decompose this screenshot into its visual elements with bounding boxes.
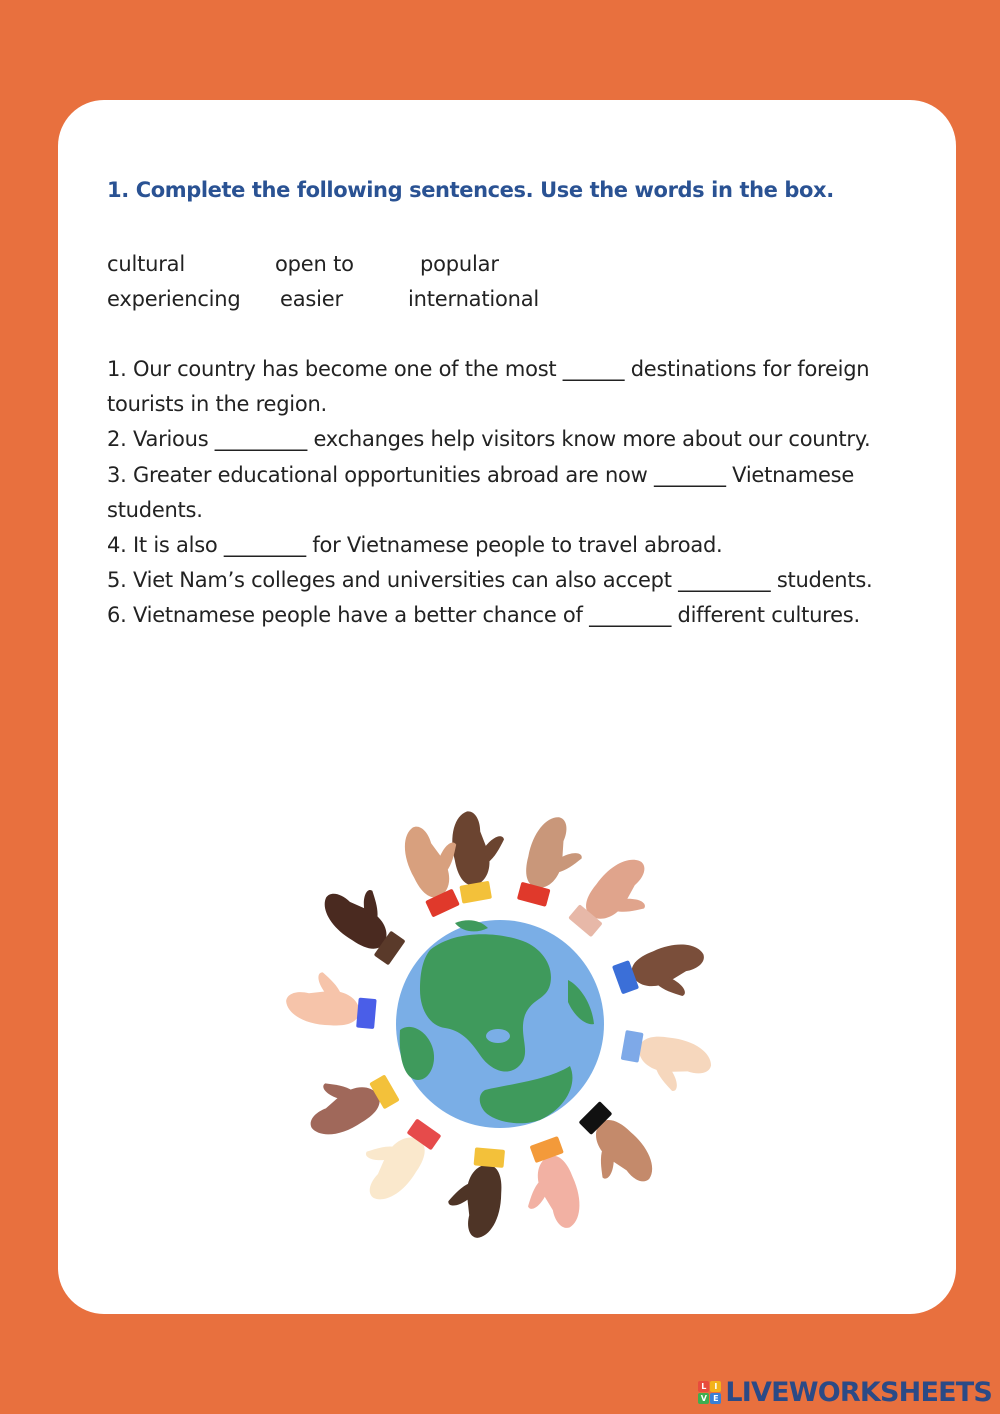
hand-icon — [447, 806, 514, 904]
word-option: experiencing — [107, 287, 241, 311]
logo-letter: V — [698, 1393, 709, 1404]
sentence-item: 1. Our country has become one of the most ______ destinations for foreign tourists in the region. — [107, 357, 870, 417]
word-option: cultural — [107, 252, 185, 276]
word-option: international — [408, 287, 540, 311]
sentence-list — [107, 352, 877, 634]
word-option: open to — [275, 252, 354, 276]
liveworksheets-logo-icon — [698, 1381, 721, 1404]
sentence-item: 6. Vietnamese people have a better chance of ________ different cultures. — [107, 603, 860, 628]
word-option: easier — [280, 287, 343, 311]
sentence-item: 2. Various _________ exchanges help visitors know more about our country. — [107, 427, 871, 452]
brand-name: LIVEWORKSHEETS — [725, 1377, 992, 1408]
logo-letter: I — [710, 1381, 721, 1392]
word-option: popular — [420, 252, 499, 276]
sentence-item: 4. It is also ________ for Vietnamese people to travel abroad. — [107, 533, 723, 558]
hand-icon — [296, 1055, 400, 1145]
hand-icon — [563, 1101, 664, 1202]
hand-icon — [517, 812, 591, 912]
hand-icon — [445, 1145, 505, 1239]
hand-icon — [315, 871, 419, 965]
exercise-title: 1. Complete the following sentences. Use the words in the box. — [107, 178, 834, 202]
globe-with-hands-icon — [270, 790, 730, 1250]
sentence-item: 3. Greater educational opportunities abroad are now _______ Vietnamese students. — [107, 462, 854, 522]
logo-letter: L — [698, 1381, 709, 1392]
hand-icon — [568, 849, 666, 952]
hand-icon — [617, 1030, 715, 1097]
footer-brand — [698, 1377, 992, 1408]
hand-icon — [509, 1136, 589, 1238]
sentence-item: 5. Viet Nam’s colleges and universities can also accept _________ students. — [107, 568, 873, 593]
logo-letter: E — [710, 1393, 721, 1404]
globe — [396, 920, 604, 1128]
hand-icon — [612, 935, 714, 1015]
hand-icon — [284, 969, 378, 1029]
